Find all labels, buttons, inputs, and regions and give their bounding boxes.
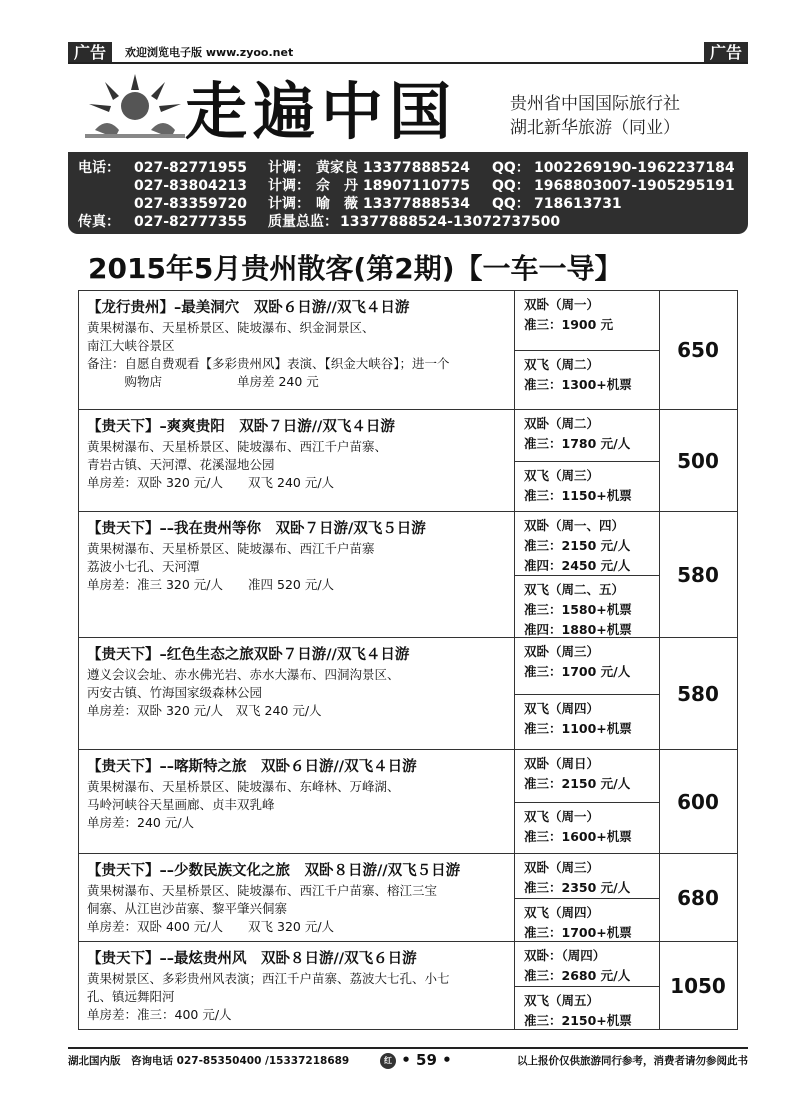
tour-detail-line: 单房差：240 元/人 xyxy=(87,815,195,830)
contact-qq: 718613731 xyxy=(534,196,622,212)
contact-mid-value: 黄家良 13377888524 xyxy=(316,160,471,176)
contact-row xyxy=(68,176,748,196)
tour-options xyxy=(515,942,660,1030)
tour-price: 580 xyxy=(677,682,719,706)
tour-title: 【贵天下】––少数民族文化之旅 双卧８日游//双飞５日游 xyxy=(87,863,461,879)
option-transport: 双飞（周三） xyxy=(524,468,600,483)
ad-label-left: 广告 xyxy=(68,42,112,64)
tour-option xyxy=(515,750,659,802)
tour-row xyxy=(79,637,737,750)
option-transport: 双卧（周三） xyxy=(524,644,600,659)
option-price: 准三：1900 元 xyxy=(524,317,614,332)
option-transport: 双卧（周一、四） xyxy=(524,518,625,533)
tour-description xyxy=(79,410,515,512)
tour-detail-line: 南江大峡谷景区 xyxy=(87,338,175,353)
tour-description xyxy=(79,942,515,1030)
option-transport: 双卧：（周四） xyxy=(524,948,606,963)
tour-price: 680 xyxy=(677,886,719,910)
contact-mid-label: 计调： xyxy=(268,196,310,212)
tour-price: 500 xyxy=(677,449,719,473)
tour-option xyxy=(515,291,659,350)
page-title: 2015年5月贵州散客(第2期)【一车一导】 xyxy=(88,252,623,285)
tour-detail-line: 青岩古镇、天河潭、花溪湿地公园 xyxy=(87,457,275,472)
option-price: 准三：1600+机票 xyxy=(524,829,632,844)
page-badge-icon: 红 xyxy=(380,1053,396,1069)
option-price: 准三：1100+机票 xyxy=(524,721,632,736)
contact-mid-label: 计调： xyxy=(268,178,310,194)
option-transport: 双飞（周四） xyxy=(524,905,600,920)
tour-title: 【贵天下】––我在贵州等你 双卧７日游/双飞５日游 xyxy=(87,521,426,537)
tour-title: 【贵天下】––喀斯特之旅 双卧６日游//双飞４日游 xyxy=(87,759,417,775)
option-transport: 双飞（周二） xyxy=(524,357,600,372)
tour-detail-line: 马岭河峡谷天星画廊、贞丰双乳峰 xyxy=(87,797,275,812)
tour-options xyxy=(515,291,660,409)
footer-contact: 湖北国内版 咨询电话 027-85350400 /15337218689 xyxy=(68,1055,350,1067)
option-transport: 双卧（周一） xyxy=(524,297,600,312)
agency-line-2: 湖北新华旅游（同业） xyxy=(510,118,680,138)
contact-phone: 027-83804213 xyxy=(134,178,247,194)
tour-price: 580 xyxy=(677,563,719,587)
tour-detail-line: 黄果树瀑布、天星桥景区、陡坡瀑布、东峰林、万峰湖、 xyxy=(87,779,400,794)
option-price: 准三：2150+机票 xyxy=(524,1013,632,1028)
option-transport: 双飞（周四） xyxy=(524,701,600,716)
tour-option xyxy=(515,854,659,898)
tour-row xyxy=(79,853,737,942)
tour-row xyxy=(79,941,737,1030)
footer-disclaimer: 以上报价仅供旅游同行参考，消费者请勿参阅此书 xyxy=(517,1055,748,1067)
tour-detail-line: 黄果树瀑布、天星桥景区、陡坡瀑布、织金洞景区、 xyxy=(87,320,375,335)
option-price: 准四：1880+机票 xyxy=(524,622,632,637)
site-line: 欢迎浏览电子版 www.zyoo.net xyxy=(125,46,294,59)
agency-name xyxy=(510,92,680,140)
tour-price: 650 xyxy=(677,338,719,362)
contact-mid-label: 计调： xyxy=(268,160,310,176)
tour-detail-line: 黄果树瀑布、天星桥景区、陡坡瀑布、西江千户苗寨、 xyxy=(87,439,388,454)
tour-description xyxy=(79,291,515,409)
option-transport: 双卧（周三） xyxy=(524,860,600,875)
tour-row xyxy=(79,511,737,638)
contact-label: 传真： xyxy=(78,214,120,230)
option-transport: 双飞（周二、五） xyxy=(524,582,625,597)
option-price: 准三：1700 元/人 xyxy=(524,664,631,679)
contact-phone: 027-83359720 xyxy=(134,196,247,212)
contact-phone: 027-82771955 xyxy=(134,160,247,176)
contact-mid-label: 质量总监： xyxy=(268,214,338,230)
tour-options xyxy=(515,638,660,750)
contact-qq-label: QQ： xyxy=(492,178,530,194)
option-price: 准三：1700+机票 xyxy=(524,925,632,940)
tour-title: 【龙行贵州】–最美洞穴 双卧６日游//双飞４日游 xyxy=(87,300,410,316)
tour-row xyxy=(79,749,737,854)
tour-detail-line: 孔、镇远舞阳河 xyxy=(87,989,175,1004)
tour-option xyxy=(515,986,659,1030)
contact-qq: 1968803007-1905295191 xyxy=(534,178,735,194)
contact-qq-label: QQ： xyxy=(492,160,530,176)
tour-title: 【贵天下】–红色生态之旅双卧７日游//双飞４日游 xyxy=(87,647,410,663)
tour-detail-line: 黄果树瀑布、天星桥景区、陡坡瀑布、西江千户苗寨、榕江三宝 xyxy=(87,883,438,898)
tour-description xyxy=(79,512,515,638)
sun-logo-icon xyxy=(75,68,195,148)
tour-detail-line: 单房差：准三：400 元/人 xyxy=(87,1007,232,1022)
tour-detail-line: 黄果树景区、多彩贵州风表演；西江千户苗寨、荔波大七孔、小七 xyxy=(87,971,450,986)
tour-title: 【贵天下】––最炫贵州风 双卧８日游//双飞６日游 xyxy=(87,951,417,967)
tour-detail-line: 单房差：双卧 400 元/人 双飞 320 元/人 xyxy=(87,919,335,934)
ad-label-right: 广告 xyxy=(704,42,748,64)
tour-detail-line: 备注：自愿自费观看【多彩贵州风】表演、【织金大峡谷】；进一个 xyxy=(87,356,450,371)
tour-detail-line: 遵义会议会址、赤水佛光岩、赤水大瀑布、四洞沟景区、 xyxy=(87,667,400,682)
tour-option xyxy=(515,694,659,750)
agency-line-1: 贵州省中国国际旅行社 xyxy=(510,94,680,114)
contact-mid-value: 佘 丹 18907110775 xyxy=(316,178,471,194)
tour-detail-line: 单房差：准三 320 元/人 准四 520 元/人 xyxy=(87,577,335,592)
tour-detail-line: 丙安古镇、竹海国家级森林公园 xyxy=(87,685,263,700)
contact-row xyxy=(68,158,748,178)
tour-detail-line: 侗寨、从江岜沙苗寨、黎平肇兴侗寨 xyxy=(87,901,288,916)
tour-option xyxy=(515,350,659,409)
tour-table xyxy=(78,290,738,1030)
option-price: 准三：2680 元/人 xyxy=(524,968,631,983)
tour-price: 600 xyxy=(677,790,719,814)
tour-option xyxy=(515,512,659,575)
tour-price: 1050 xyxy=(670,974,726,998)
tour-option xyxy=(515,898,659,942)
tour-options xyxy=(515,854,660,942)
page-number-text: • 59 • xyxy=(401,1051,452,1069)
tour-detail-line: 单房差：双卧 320 元/人 双飞 240 元/人 xyxy=(87,703,322,718)
contact-row xyxy=(68,194,748,214)
tour-detail-line: 黄果树瀑布、天星桥景区、陡坡瀑布、西江千户苗寨 xyxy=(87,541,375,556)
contact-qq-label: QQ： xyxy=(492,196,530,212)
tour-option xyxy=(515,802,659,854)
tour-detail-line: 购物店 单房差 240 元 xyxy=(87,374,319,389)
option-price: 准三：1780 元/人 xyxy=(524,436,631,451)
tour-option xyxy=(515,461,659,512)
tour-description xyxy=(79,638,515,750)
option-transport: 双卧（周二） xyxy=(524,416,600,431)
option-transport: 双飞（周五） xyxy=(524,993,600,1008)
contact-label: 电话： xyxy=(78,160,120,176)
option-price: 准三：2150 元/人 xyxy=(524,776,631,791)
tour-options xyxy=(515,750,660,854)
tour-row xyxy=(79,291,737,409)
contact-qq: 1002269190-1962237184 xyxy=(534,160,735,176)
tour-option xyxy=(515,942,659,986)
brand-title: 走遍中国 xyxy=(185,75,458,148)
contact-mid-value: 13377888524-13072737500 xyxy=(340,214,561,230)
footer-rule xyxy=(68,1047,748,1049)
tour-option xyxy=(515,638,659,694)
option-price: 准三：2150 元/人 xyxy=(524,538,631,553)
option-price: 准三：1300+机票 xyxy=(524,377,632,392)
page-number xyxy=(380,1051,452,1069)
tour-option xyxy=(515,410,659,461)
tour-title: 【贵天下】–爽爽贵阳 双卧７日游//双飞４日游 xyxy=(87,419,395,435)
option-price: 准四：2450 元/人 xyxy=(524,558,631,573)
contact-row xyxy=(68,212,748,232)
contact-panel xyxy=(68,152,748,234)
option-transport: 双飞（周一） xyxy=(524,809,600,824)
tour-option xyxy=(515,575,659,638)
contact-mid-value: 喻 薇 13377888534 xyxy=(316,196,471,212)
tour-row xyxy=(79,409,737,512)
option-price: 准三：2350 元/人 xyxy=(524,880,631,895)
tour-options xyxy=(515,512,660,638)
tour-detail-line: 单房差：双卧 320 元/人 双飞 240 元/人 xyxy=(87,475,335,490)
tour-detail-line: 荔波小七孔、天河潭 xyxy=(87,559,200,574)
tour-options xyxy=(515,410,660,512)
tour-description xyxy=(79,854,515,942)
option-transport: 双卧（周日） xyxy=(524,756,600,771)
option-price: 准三：1150+机票 xyxy=(524,488,632,503)
option-price: 准三：1580+机票 xyxy=(524,602,632,617)
tour-description xyxy=(79,750,515,854)
contact-phone: 027-82777355 xyxy=(134,214,247,230)
